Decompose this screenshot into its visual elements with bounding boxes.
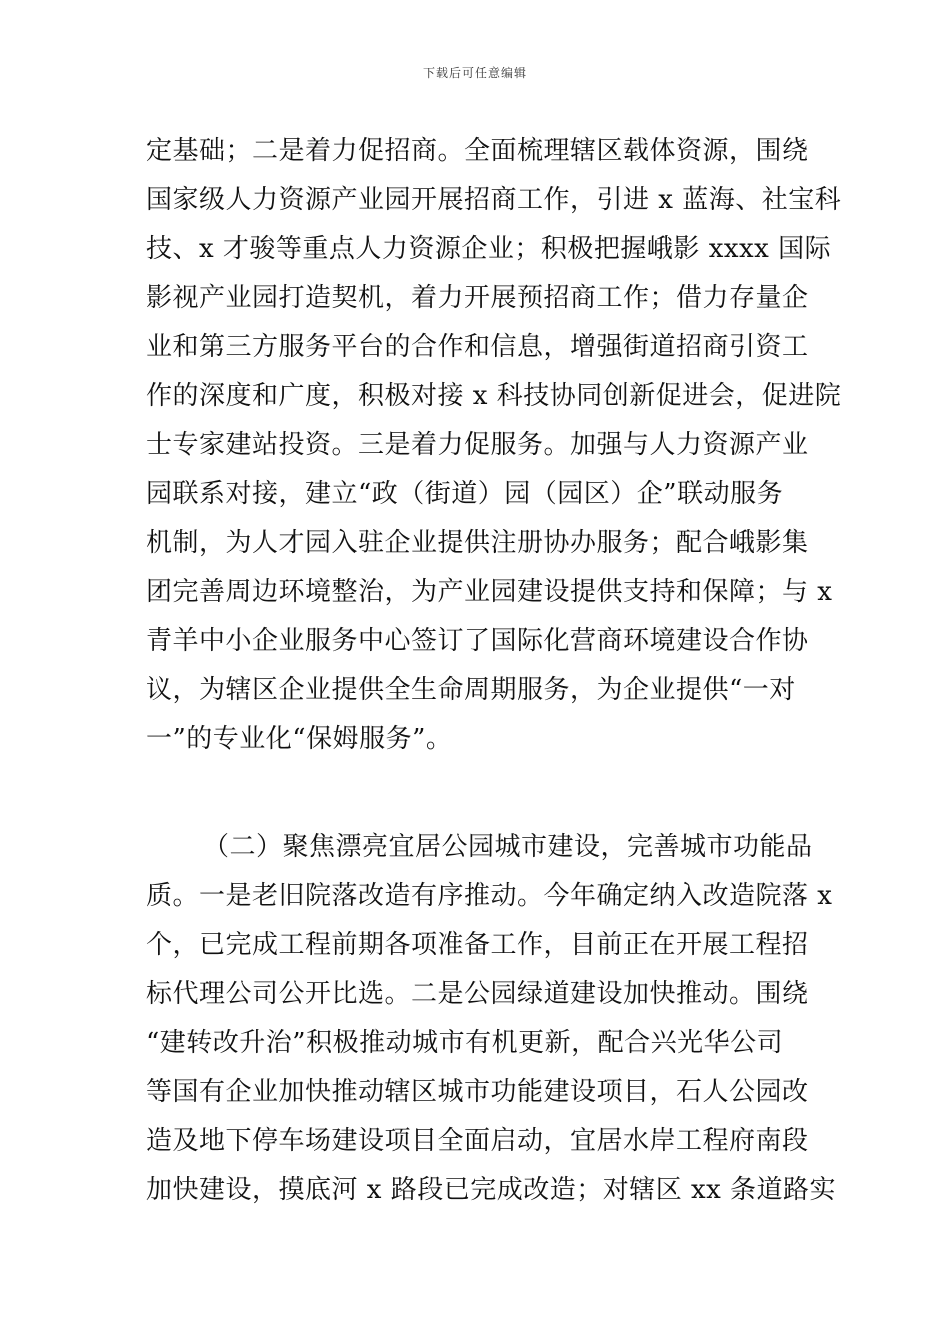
page-header: 下载后可任意编辑 <box>422 66 527 80</box>
paragraph-1-line: 影视产业园打造契机，着力开展预招商工作；借力存量企 <box>146 283 809 313</box>
paragraph-2-line: 标代理公司公开比选。二是公园绿道建设加快推动。围绕 <box>146 979 809 1009</box>
paragraph-2-line: “建转改升治”积极推动城市有机更新，配合兴光华公司 <box>146 1028 784 1058</box>
paragraph-1-line: 业和第三方服务平台的合作和信息，增强街道招商引资工 <box>146 332 809 362</box>
paragraph-2-line: （二）聚焦漂亮宜居公园城市建设，完善城市功能品 <box>203 832 813 862</box>
paragraph-1-line: 作的深度和广度，积极对接 x 科技协同创新促进会，促进院 <box>146 381 842 411</box>
paragraph-1-line: 议，为辖区企业提供全生命周期服务，为企业提供“一对 <box>146 675 796 705</box>
paragraph-1-line: 一”的专业化“保姆服务”。 <box>146 724 453 754</box>
paragraph-1-line: 国家级人力资源产业园开展招商工作，引进 x 蓝海、社宝科 <box>146 185 842 215</box>
paragraph-2-line: 等国有企业加快推动辖区城市功能建设项目，石人公园改 <box>146 1077 809 1107</box>
paragraph-1-line: 士专家建站投资。三是着力促服务。加强与人力资源产业 <box>146 430 809 460</box>
paragraph-2-line: 个，已完成工程前期各项准备工作，目前正在开展工程招 <box>146 930 809 960</box>
paragraph-1-line: 定基础；二是着力促招商。全面梳理辖区载体资源，围绕 <box>146 136 809 166</box>
paragraph-2-line: 加快建设，摸底河 x 路段已完成改造；对辖区 xx 条道路实 <box>146 1175 837 1205</box>
paragraph-2-line: 造及地下停车场建设项目全面启动，宜居水岸工程府南段 <box>146 1126 809 1156</box>
paragraph-2-line: 质。一是老旧院落改造有序推动。今年确定纳入改造院落 x <box>146 881 833 911</box>
paragraph-1-line: 技、x 才骏等重点人力资源企业；积极把握峨影 xxxx 国际 <box>146 234 832 264</box>
paragraph-1-line: 机制，为人才园入驻企业提供注册协办服务；配合峨影集 <box>146 528 809 558</box>
paragraph-1-line: 团完善周边环境整治，为产业园建设提供支持和保障；与 x <box>146 577 833 607</box>
paragraph-1-line: 园联系对接，建立“政（街道）园（园区）企”联动服务 <box>146 479 784 509</box>
paragraph-1-line: 青羊中小企业服务中心签订了国际化营商环境建设合作协 <box>146 626 809 656</box>
